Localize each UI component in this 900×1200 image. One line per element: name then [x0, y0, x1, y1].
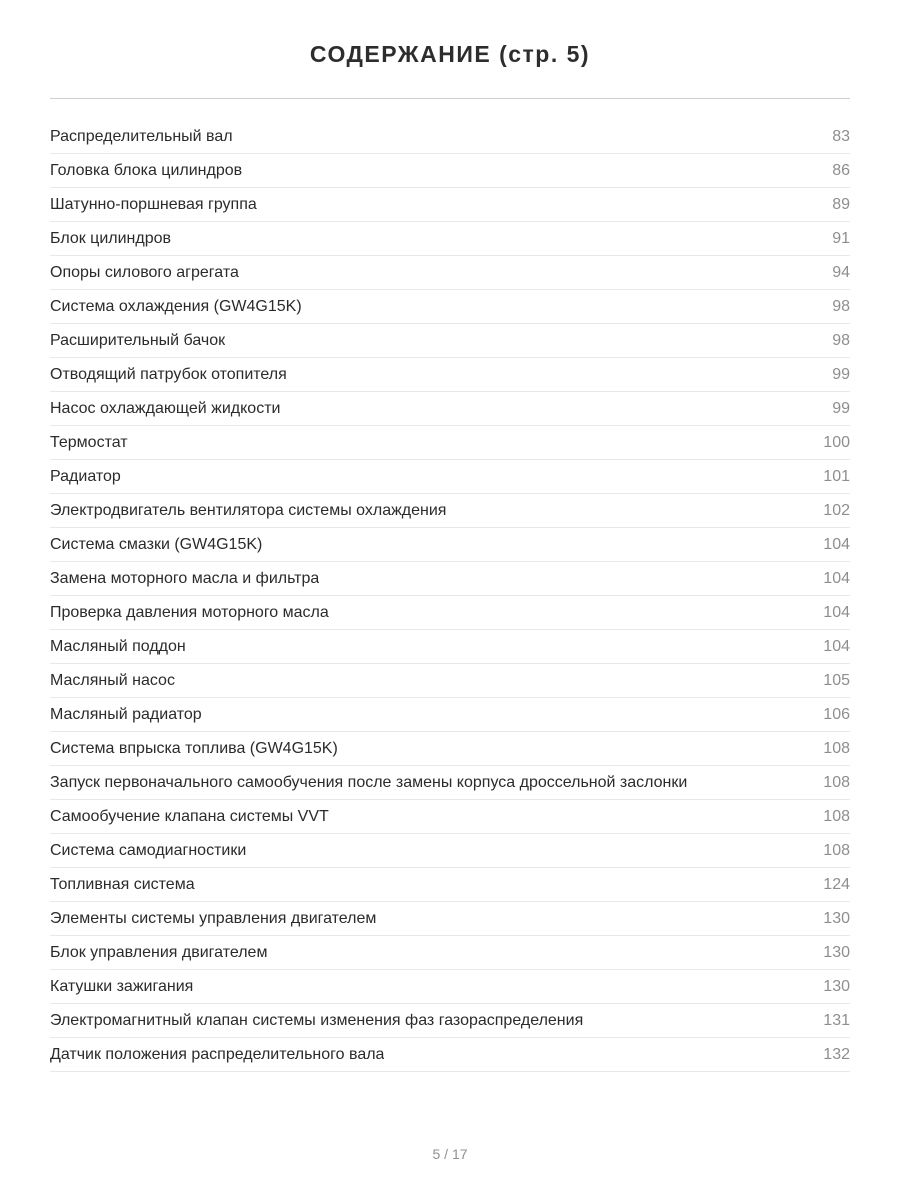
- toc-entry-page-number: 102: [823, 501, 850, 519]
- toc-entry-page-number: 83: [832, 127, 850, 145]
- page-indicator: 5 / 17: [432, 1146, 468, 1162]
- toc-row: [50, 392, 850, 426]
- toc-entry-label: Катушки зажигания: [50, 977, 194, 995]
- toc-row: [50, 528, 850, 562]
- toc-row: [50, 834, 850, 868]
- toc-entry-label: Отводящий патрубок отопителя: [50, 365, 287, 383]
- toc-entry-page-number: 108: [823, 807, 850, 825]
- toc-entry-page-number: 131: [823, 1011, 850, 1029]
- toc-row: [50, 902, 850, 936]
- title-divider: [50, 98, 850, 99]
- toc-entry-page-number: 99: [832, 399, 850, 417]
- toc-row: [50, 562, 850, 596]
- toc-entry-label: Проверка давления моторного масла: [50, 603, 329, 621]
- toc-row: [50, 460, 850, 494]
- toc-entry-label: Радиатор: [50, 467, 121, 485]
- toc-row: [50, 732, 850, 766]
- toc-row: [50, 868, 850, 902]
- toc-row: [50, 766, 850, 800]
- toc-entry-label: Топливная система: [50, 875, 195, 893]
- toc-entry-label: Система охлаждения (GW4G15K): [50, 297, 302, 315]
- toc-entry-page-number: 108: [823, 739, 850, 757]
- toc-entry-page-number: 94: [832, 263, 850, 281]
- toc-row: [50, 358, 850, 392]
- toc-row: [50, 290, 850, 324]
- toc-row: [50, 1004, 850, 1038]
- toc-entry-page-number: 98: [832, 331, 850, 349]
- toc-entry-page-number: 101: [823, 467, 850, 485]
- toc-entry-label: Блок управления двигателем: [50, 943, 268, 961]
- toc-entry-label: Замена моторного масла и фильтра: [50, 569, 320, 587]
- toc-entry-page-number: 91: [832, 229, 850, 247]
- toc-row: [50, 970, 850, 1004]
- toc-entry-page-number: 100: [823, 433, 850, 451]
- toc-row: [50, 256, 850, 290]
- toc-entry-label: Масляный поддон: [50, 637, 186, 655]
- toc-entry-page-number: 104: [823, 569, 850, 587]
- toc-row: [50, 664, 850, 698]
- toc-entry-page-number: 130: [823, 909, 850, 927]
- toc-row: [50, 120, 850, 154]
- toc-row: [50, 698, 850, 732]
- toc-row: [50, 188, 850, 222]
- page-title: СОДЕРЖАНИЕ (стр. 5): [309, 41, 591, 67]
- toc-entry-page-number: 132: [823, 1045, 850, 1063]
- toc-entry-label: Масляный насос: [50, 671, 175, 689]
- toc-entry-label: Элементы системы управления двигателем: [50, 909, 377, 927]
- toc-entry-page-number: 108: [823, 841, 850, 859]
- toc-entry-label: Система самодиагностики: [50, 841, 247, 859]
- toc-entry-label: Электромагнитный клапан системы изменения фаз газораспределения: [50, 1011, 584, 1029]
- toc-entry-label: Расширительный бачок: [50, 331, 226, 349]
- toc-row: [50, 596, 850, 630]
- toc-entry-page-number: 99: [832, 365, 850, 383]
- toc-entry-page-number: 104: [823, 603, 850, 621]
- toc-row: [50, 154, 850, 188]
- toc-entry-label: Опоры силового агрегата: [50, 263, 239, 281]
- toc-row: [50, 426, 850, 460]
- toc-entry-label: Головка блока цилиндров: [50, 161, 243, 179]
- toc-entry-label: Насос охлаждающей жидкости: [50, 399, 281, 417]
- toc-list: [50, 120, 850, 1072]
- toc-row: [50, 800, 850, 834]
- toc-entry-label: Распределительный вал: [50, 127, 233, 145]
- toc-entry-label: Датчик положения распределительного вала: [50, 1045, 385, 1063]
- toc-row: [50, 494, 850, 528]
- toc-entry-page-number: 86: [832, 161, 850, 179]
- toc-entry-label: Система впрыска топлива (GW4G15K): [50, 739, 338, 757]
- toc-entry-page-number: 130: [823, 943, 850, 961]
- toc-entry-page-number: 104: [823, 637, 850, 655]
- toc-entry-page-number: 108: [823, 773, 850, 791]
- toc-entry-page-number: 130: [823, 977, 850, 995]
- toc-entry-label: Запуск первоначального самообучения после замены корпуса дроссельной заслонки: [50, 773, 688, 791]
- toc-entry-page-number: 105: [823, 671, 850, 689]
- toc-entry-page-number: 124: [823, 875, 850, 893]
- toc-entry-label: Шатунно-поршневая группа: [50, 195, 257, 213]
- toc-row: [50, 1038, 850, 1072]
- toc-entry-page-number: 98: [832, 297, 850, 315]
- toc-row: [50, 324, 850, 358]
- toc-row: [50, 936, 850, 970]
- toc-row: [50, 630, 850, 664]
- toc-entry-label: Система смазки (GW4G15K): [50, 535, 263, 553]
- toc-entry-page-number: 106: [823, 705, 850, 723]
- toc-entry-label: Масляный радиатор: [50, 705, 202, 723]
- toc-entry-label: Термостат: [50, 433, 128, 451]
- toc-row: [50, 222, 850, 256]
- toc-entry-label: Электродвигатель вентилятора системы охлаждения: [50, 501, 447, 519]
- toc-entry-label: Блок цилиндров: [50, 229, 172, 247]
- toc-entry-page-number: 89: [832, 195, 850, 213]
- toc-entry-label: Самообучение клапана системы VVT: [50, 807, 329, 825]
- toc-entry-page-number: 104: [823, 535, 850, 553]
